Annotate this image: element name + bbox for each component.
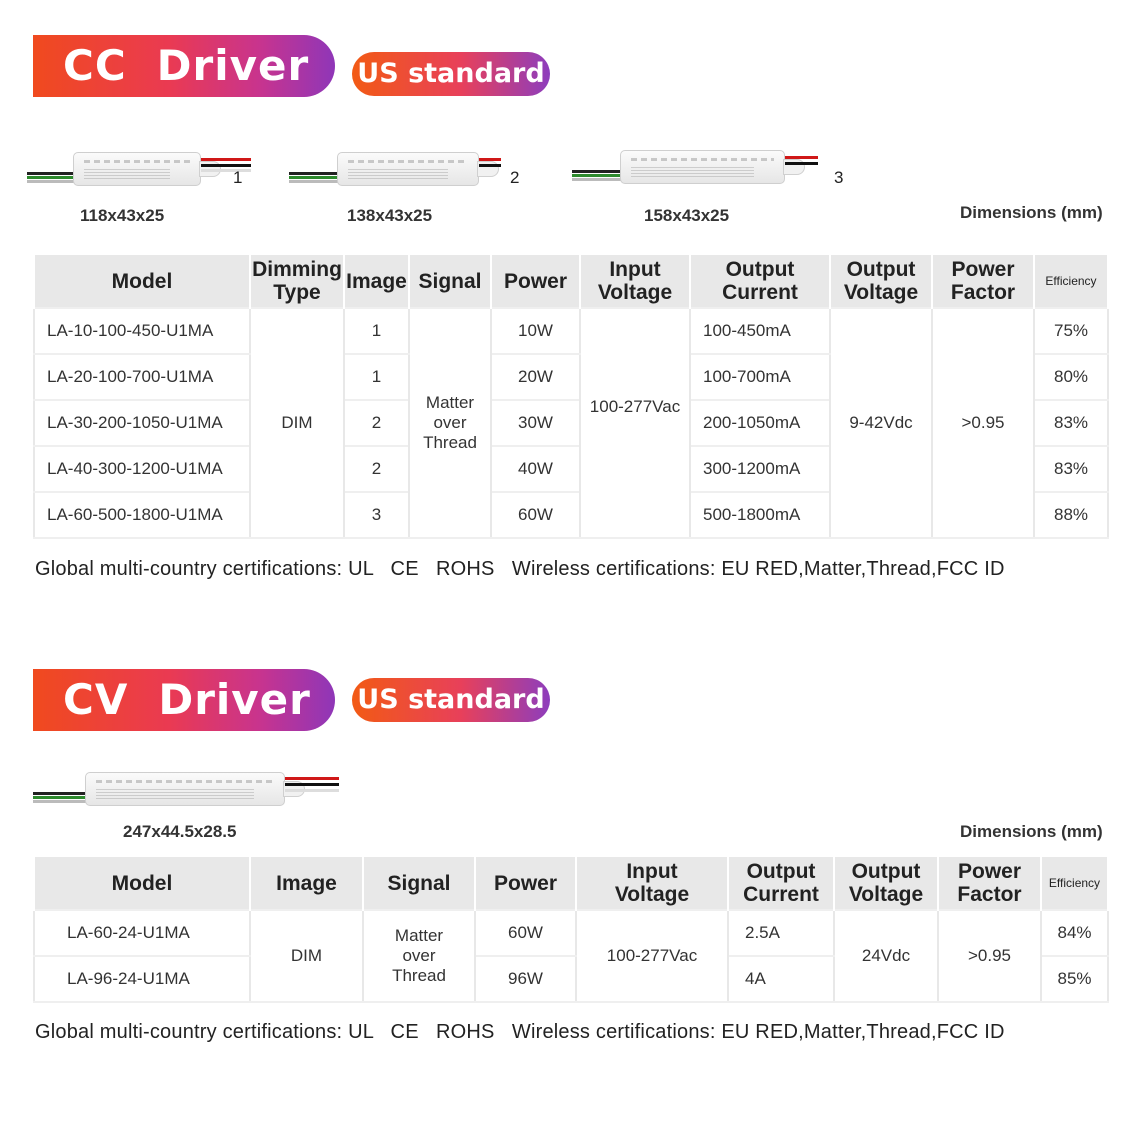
cv-header-signal: Signal	[363, 857, 475, 910]
cc-efficiency-cell: 75%	[1034, 308, 1108, 354]
cv-output-current-cell: 4A	[728, 956, 834, 1002]
cv-output-voltage-cell: 24Vdc	[834, 910, 938, 1002]
cc-efficiency-cell: 80%	[1034, 354, 1108, 400]
cc-efficiency-cell: 83%	[1034, 400, 1108, 446]
cv-power-factor-cell: >0.95	[938, 910, 1041, 1002]
cc-image-cell: 2	[344, 400, 409, 446]
cc-power-cell: 30W	[491, 400, 580, 446]
cc-product-dims-1: 118x43x25	[80, 206, 165, 225]
cc-power-factor-cell: >0.95	[932, 308, 1034, 538]
cc-header-power-factor: Power Factor	[932, 255, 1034, 308]
cv-certifications-text: Global multi-country certifications: UL CE ROHS Wireless certifications: EU RED,Matter,Thread,FCC ID	[35, 1021, 1005, 1043]
cc-output-current-cell: 500-1800mA	[690, 492, 830, 538]
cc-product-dims-2: 138x43x25	[347, 206, 433, 225]
cc-dimming-type-cell: DIM	[250, 308, 344, 538]
cc-model-cell: LA-40-300-1200-U1MA	[34, 446, 250, 492]
cc-product-number-1: 1	[233, 168, 243, 187]
cv-header-power-factor: Power Factor	[938, 857, 1041, 910]
cv-title-word2: Driver	[158, 675, 311, 724]
cc-product-number-2: 2	[510, 168, 520, 187]
cc-image-cell: 1	[344, 354, 409, 400]
cc-model-cell: LA-10-100-450-U1MA	[34, 308, 250, 354]
cc-table-header-row	[34, 255, 1108, 308]
cc-title-banner	[33, 35, 335, 97]
cv-header-power: Power	[475, 857, 576, 910]
cc-header-model: Model	[34, 255, 250, 308]
cc-output-voltage-cell: 9-42Vdc	[830, 308, 932, 538]
cc-product-image-1	[27, 152, 227, 192]
cv-input-voltage-cell: 100-277Vac	[576, 910, 728, 1002]
cc-input-voltage-cell: 100-277Vac	[580, 308, 690, 538]
cc-efficiency-cell: 83%	[1034, 446, 1108, 492]
cc-product-dims-3: 158x43x25	[644, 206, 730, 225]
cv-spec-table	[33, 857, 1109, 1003]
cv-product-dims: 247x44.5x28.5	[123, 822, 237, 841]
cv-power-cell: 96W	[475, 956, 576, 1002]
cv-output-current-cell: 2.5A	[728, 910, 834, 956]
cc-efficiency-cell: 88%	[1034, 492, 1108, 538]
cc-product-image-3	[572, 150, 822, 190]
cc-header-output-voltage: Output Voltage	[830, 255, 932, 308]
cc-header-efficiency: Efficiency	[1034, 255, 1108, 308]
cc-image-cell: 1	[344, 308, 409, 354]
cc-output-current-cell: 200-1050mA	[690, 400, 830, 446]
cc-model-cell: LA-30-200-1050-U1MA	[34, 400, 250, 446]
cc-spec-table	[33, 255, 1109, 539]
cc-power-cell: 60W	[491, 492, 580, 538]
cc-title-word1: CC	[63, 41, 127, 90]
cv-model-cell: LA-96-24-U1MA	[34, 956, 250, 1002]
cc-output-current-cell: 300-1200mA	[690, 446, 830, 492]
cc-header-power: Power	[491, 255, 580, 308]
cv-efficiency-cell: 85%	[1041, 956, 1108, 1002]
cc-header-signal: Signal	[409, 255, 491, 308]
cc-power-cell: 20W	[491, 354, 580, 400]
cv-product-image	[33, 772, 343, 812]
cc-us-standard-badge: US standard	[352, 52, 550, 96]
cc-header-image: Image	[344, 255, 409, 308]
cc-model-cell: LA-60-500-1800-U1MA	[34, 492, 250, 538]
cv-header-output-current: Output Current	[728, 857, 834, 910]
cv-signal-cell: Matter over Thread	[363, 910, 475, 1002]
cv-us-standard-badge: US standard	[352, 678, 550, 722]
cc-title-word2: Driver	[156, 41, 310, 90]
cv-header-image: Image	[250, 857, 363, 910]
cc-image-cell: 3	[344, 492, 409, 538]
cc-product-number-3: 3	[834, 168, 844, 187]
cv-efficiency-cell: 84%	[1041, 910, 1108, 956]
cc-output-current-cell: 100-700mA	[690, 354, 830, 400]
cc-power-cell: 10W	[491, 308, 580, 354]
cv-dimensions-label: Dimensions (mm)	[960, 822, 1103, 841]
cc-product-image-2	[289, 152, 504, 192]
cv-header-input-voltage: Input Voltage	[576, 857, 728, 910]
cv-image-cell: DIM	[250, 910, 363, 1002]
cv-model-cell: LA-60-24-U1MA	[34, 910, 250, 956]
cc-header-output-current: Output Current	[690, 255, 830, 308]
cc-header-dimming-type: Dimming Type	[250, 255, 344, 308]
cc-power-cell: 40W	[491, 446, 580, 492]
cc-signal-cell: Matter over Thread	[409, 308, 491, 538]
cc-dimensions-label: Dimensions (mm)	[960, 203, 1103, 222]
cv-header-model: Model	[34, 857, 250, 910]
cv-title-banner	[33, 669, 335, 731]
cv-header-output-voltage: Output Voltage	[834, 857, 938, 910]
cc-image-cell: 2	[344, 446, 409, 492]
cc-certifications-text: Global multi-country certifications: UL CE ROHS Wireless certifications: EU RED,Matter,Thread,FCC ID	[35, 558, 1005, 580]
cc-header-input-voltage: Input Voltage	[580, 255, 690, 308]
table-row	[34, 308, 1108, 354]
cc-output-current-cell: 100-450mA	[690, 308, 830, 354]
cc-model-cell: LA-20-100-700-U1MA	[34, 354, 250, 400]
cv-header-efficiency: Efficiency	[1041, 857, 1108, 910]
cv-power-cell: 60W	[475, 910, 576, 956]
table-row	[34, 910, 1108, 956]
cv-table-header-row	[34, 857, 1108, 910]
cv-title-word1: CV	[63, 675, 129, 724]
